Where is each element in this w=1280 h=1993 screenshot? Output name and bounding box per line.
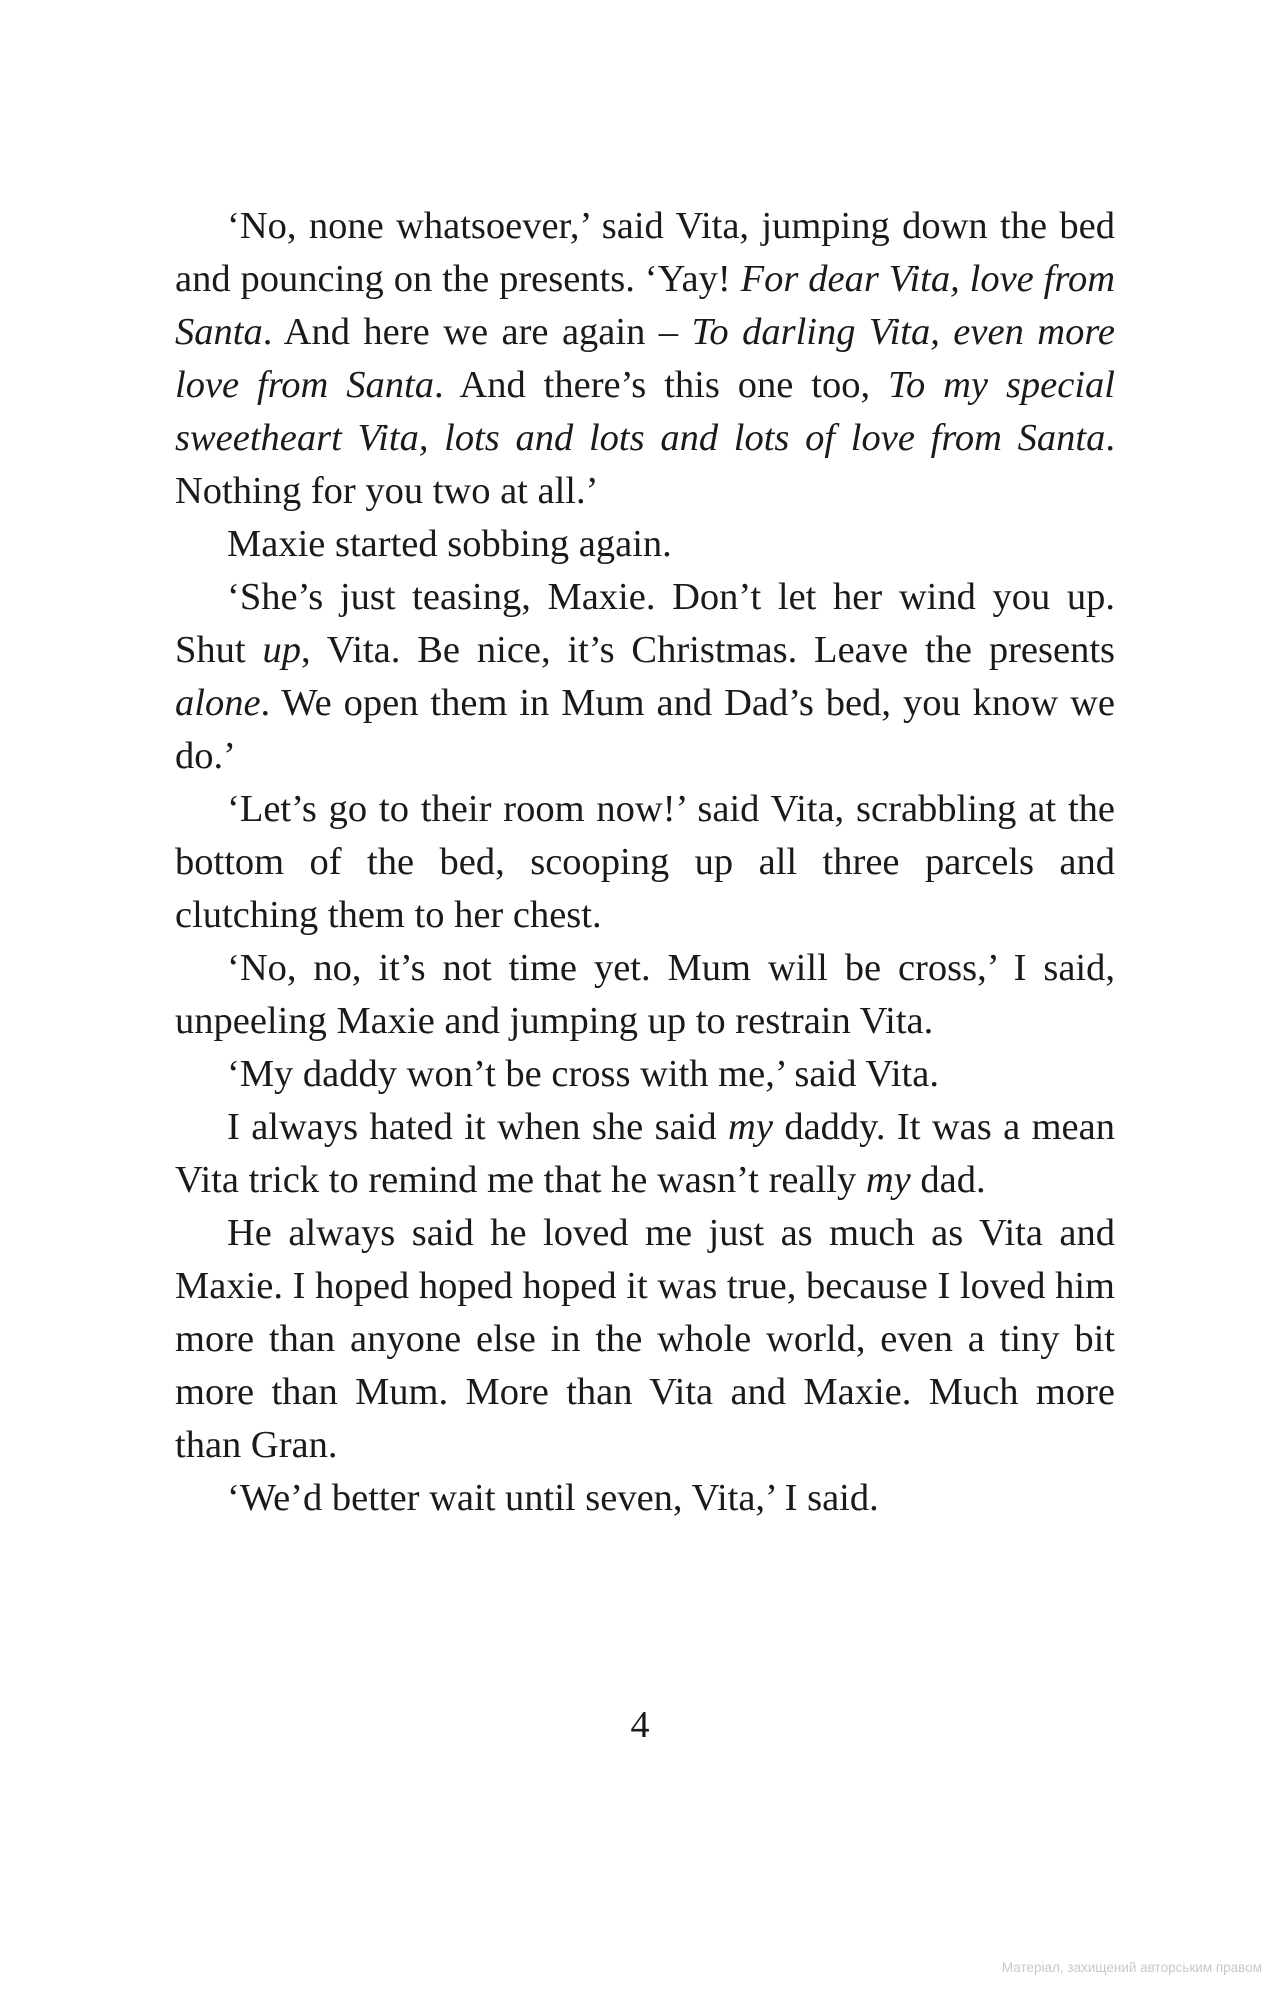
italic-text-run: my: [728, 1106, 773, 1148]
italic-text-run: up: [262, 629, 301, 671]
italic-text-run: For dear Vita, love from Santa: [175, 258, 1115, 353]
text-run: . And here we are again –: [262, 311, 692, 353]
paragraph: [175, 1472, 1115, 1525]
text-run: ‘We’d better wait until seven, Vita,’ I said.: [227, 1477, 879, 1519]
text-run: daddy. It was a mean Vita trick to remind me that he wasn’t really: [175, 1106, 1115, 1201]
text-run: . And there’s this one too,: [434, 364, 889, 406]
text-run: ‘Let’s go to their room now!’ said Vita, scrabbling at the bottom of the bed, scooping up all three parcels and clutching them to her chest.: [175, 788, 1115, 936]
paragraph: [175, 942, 1115, 1048]
italic-text-run: alone: [175, 682, 261, 724]
italic-text-run: my: [865, 1159, 911, 1201]
italic-text-run: To my special sweetheart Vita, lots and lots and lots of love from Santa: [175, 364, 1115, 459]
paragraph: [175, 783, 1115, 942]
paragraph: [175, 571, 1115, 783]
text-run: ‘My daddy won’t be cross with me,’ said Vita.: [227, 1053, 939, 1095]
italic-text-run: To darling Vita, even more love from Santa: [175, 311, 1115, 406]
text-run: . Nothing for you two at all.’: [175, 417, 1115, 512]
page-number: 4: [630, 1704, 650, 1746]
text-run: , Vita. Be nice, it’s Christmas. Leave the presents: [300, 629, 1116, 671]
paragraph: [175, 1048, 1115, 1101]
paragraph: [175, 200, 1115, 518]
text-run: ‘No, none whatsoever,’ said Vita, jumping down the bed and pouncing on the presents. ‘Yay!: [175, 205, 1115, 300]
text-run: I always hated it when she said: [227, 1106, 729, 1148]
copyright-watermark: Матеріал, захищений авторським правом: [1001, 1960, 1262, 1975]
text-run: He always said he loved me just as much as Vita and Maxie. I hoped hoped hoped it was true, because I loved him more than anyone else in the whole world, even a tiny bit more than Mum. More than Vita and Maxie. Much more than Gran.: [175, 1212, 1115, 1466]
text-run: Maxie started sobbing again.: [227, 523, 672, 565]
paragraph: [175, 1101, 1115, 1207]
text-run: ‘No, no, it’s not time yet. Mum will be cross,’ I said, unpeeling Maxie and jumping up to restrain Vita.: [175, 947, 1115, 1042]
paragraph: [175, 518, 1115, 571]
text-run: ‘She’s just teasing, Maxie. Don’t let her wind you up. Shut: [175, 576, 1115, 671]
page-body: [175, 200, 1115, 1525]
text-run: . We open them in Mum and Dad’s bed, you know we do.’: [175, 682, 1115, 777]
text-run: dad.: [910, 1159, 986, 1201]
paragraph: [175, 1207, 1115, 1472]
